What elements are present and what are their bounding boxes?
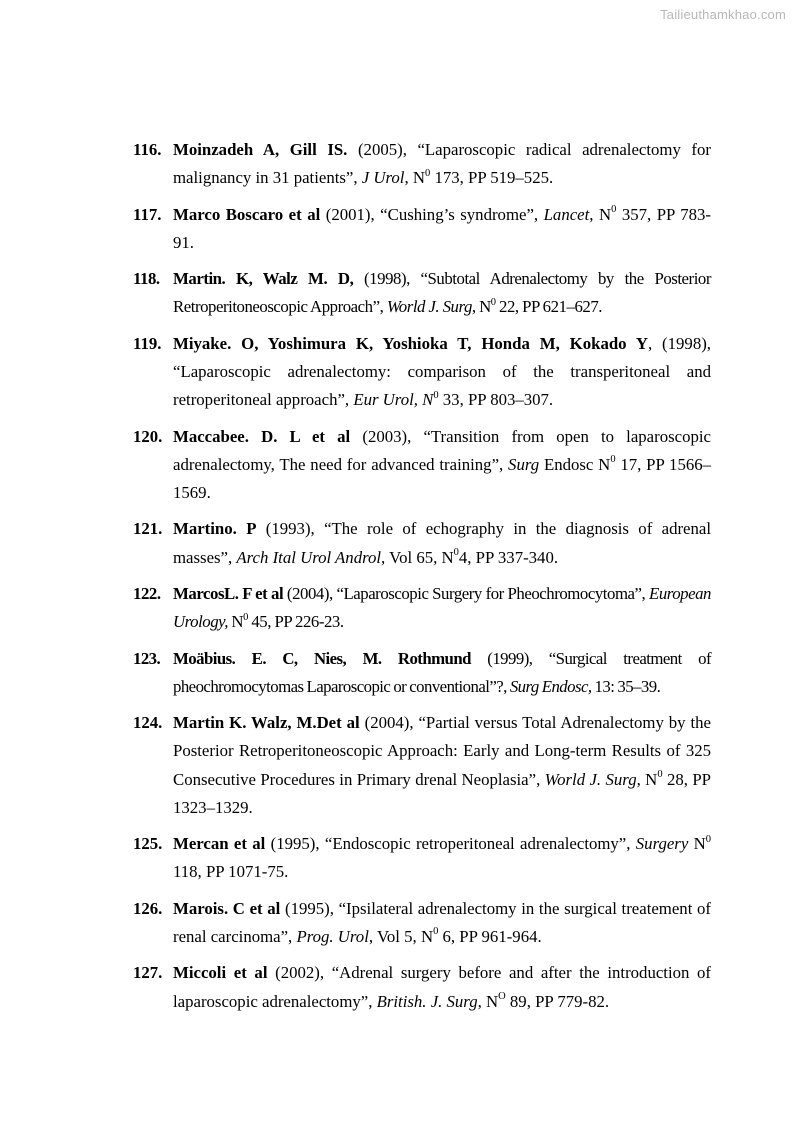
reference-number: 126. — [133, 898, 163, 918]
reference-text: (1995), “Endoscopic retroperitoneal adrenalectomy”, — [265, 834, 636, 854]
reference-text: 89, PP 779-82. — [505, 991, 610, 1011]
reference-sup: 0 — [611, 204, 617, 215]
reference-number: 116. — [133, 140, 162, 159]
reference-number: 124. — [133, 713, 163, 733]
reference-authors: Moäbius. E. C, Nies, M. Rothmund — [173, 648, 471, 668]
reference-text: 28, PP 1323–1329. — [173, 769, 711, 817]
reference-text: (2004), “Partial versus Total Adrenalectomy by the Posterior Retroperitoneoscopic Approach: Early and Long-term Results of 325 Consecutive Procedures in Primary drenal Neoplasia”, — [173, 713, 711, 789]
reference-list — [133, 136, 711, 1024]
reference-authors: Mercan et al — [173, 834, 266, 854]
reference-sup: O — [498, 990, 506, 1002]
reference-number: 119. — [133, 333, 162, 353]
reference-number: 117. — [133, 204, 162, 224]
reference-text: (2003), “Transition from open to laparoscopic adrenalectomy, The need for advanced training”, — [173, 426, 711, 474]
reference-text: 6, PP 961-964. — [438, 926, 542, 946]
reference-number: 127. — [133, 963, 163, 983]
reference-text: (2002), “Adrenal surgery before and after the introduction of laparoscopic adrenalectomy”, — [173, 963, 712, 1011]
reference-text: (2001), “Cushing’s syndrome”, — [320, 204, 544, 224]
reference-journal: European Urology, — [173, 583, 711, 632]
reference-text: 45, PP 226-23. — [247, 612, 344, 632]
reference-text: 22, PP 621–627. — [495, 297, 603, 317]
reference-text: (2005), “Laparoscopic radical adrenalectomy for malignancy in 31 patients”, — [173, 140, 711, 188]
reference-number: 125. — [133, 834, 163, 854]
reference-text: N — [227, 612, 244, 632]
reference-text: 118, PP 1071-75. — [173, 862, 289, 882]
reference-sup: 0 — [490, 296, 496, 308]
reference-sup: 0 — [425, 167, 431, 179]
reference-authors: Martin K. Walz, M.Det al — [173, 713, 360, 733]
reference-sup: 0 — [453, 546, 459, 558]
reference-text: 17, PP 1566–1569. — [173, 454, 712, 502]
reference-sup: 0 — [610, 454, 616, 466]
reference-journal: Surgery — [635, 834, 689, 854]
reference-authors: Moinzadeh A, Gill IS. — [173, 140, 348, 159]
reference-item — [133, 645, 711, 701]
reference-sup: 0 — [243, 611, 248, 623]
reference-text: , N — [589, 204, 612, 224]
reference-item — [133, 136, 711, 192]
reference-journal: British. J. Surg — [376, 991, 478, 1011]
reference-authors: Martin. K, Walz M. D, — [173, 269, 354, 289]
reference-text: 33, PP 803–307. — [438, 390, 554, 410]
reference-text: (1995), “Ipsilateral adrenalectomy in the surgical treatement of renal carcinoma”, — [173, 898, 711, 946]
reference-journal: Eur Urol, N — [353, 390, 434, 410]
reference-journal: Prog. Urol — [296, 926, 369, 946]
reference-text: (1993), “The role of echography in the diagnosis of adrenal masses”, — [173, 519, 712, 567]
reference-item — [133, 830, 711, 886]
reference-text: 4, PP 337-340. — [458, 547, 559, 567]
reference-sup: 0 — [433, 389, 439, 401]
reference-item — [133, 580, 711, 636]
reference-journal: World J. Surg — [386, 297, 472, 317]
reference-text: , N — [404, 168, 425, 188]
reference-text: , Vol 65, N — [381, 547, 454, 567]
reference-authors: Miyake. O, Yoshimura K, Yoshioka T, Honda M, Kokado Y — [173, 333, 648, 353]
reference-number: 122. — [133, 583, 161, 603]
reference-authors: Marco Boscaro et al — [173, 204, 321, 224]
reference-journal: Arch Ital Urol Androl — [236, 547, 382, 567]
reference-sup: 0 — [433, 926, 439, 938]
reference-item — [133, 330, 711, 415]
reference-journal: Lancet — [543, 204, 590, 224]
reference-number: 118. — [133, 269, 160, 289]
reference-item — [133, 265, 711, 321]
reference-item — [133, 959, 711, 1015]
reference-item — [133, 709, 711, 822]
reference-text: , N — [636, 769, 658, 789]
reference-journal: J Urol — [361, 168, 405, 188]
reference-text: , N — [471, 297, 491, 317]
reference-text: (1998), “Subtotal Adrenalectomy by the Posterior Retroperitoneoscopic Approach”, — [173, 269, 711, 317]
reference-number: 120. — [133, 426, 163, 446]
reference-text: , N — [477, 991, 499, 1011]
reference-sup: 0 — [705, 833, 711, 845]
reference-text: (1999), “Surgical treatment of pheochromocytomas Laparoscopic or conventional”?, — [173, 648, 711, 696]
watermark: Tailieuthamkhao.com — [660, 7, 786, 22]
reference-item — [133, 423, 711, 508]
reference-authors: Miccoli et al — [173, 963, 268, 983]
reference-number: 123. — [133, 648, 161, 668]
reference-journal: World J. Surg — [544, 769, 637, 789]
reference-text: Endosc N — [539, 454, 611, 474]
reference-authors: Marois. C et al — [173, 898, 281, 918]
reference-authors: MarcosL. F et al — [173, 583, 284, 603]
reference-item — [133, 515, 711, 571]
reference-text: 357, PP 783-91. — [173, 204, 711, 252]
reference-text: , Vol 5, N — [368, 926, 434, 946]
reference-item — [133, 895, 711, 951]
reference-text: 173, PP 519–525. — [430, 168, 554, 188]
reference-journal: Surg Endosc, — [509, 676, 592, 696]
reference-authors: Martino. P — [173, 519, 257, 539]
reference-text: N — [688, 834, 706, 854]
reference-number: 121. — [133, 519, 163, 539]
reference-item — [133, 201, 711, 257]
reference-text: (2004), “Laparoscopic Surgery for Pheochromocytoma”, — [283, 583, 650, 603]
reference-text: 13: 35–39. — [591, 676, 661, 696]
reference-authors: Maccabee. D. L et al — [173, 426, 351, 446]
reference-journal: Surg — [508, 454, 540, 474]
reference-sup: 0 — [657, 768, 663, 780]
reference-text: , (1998), “Laparoscopic adrenalectomy: comparison of the transperitoneal and retroperitoneal approach”, — [173, 333, 711, 410]
